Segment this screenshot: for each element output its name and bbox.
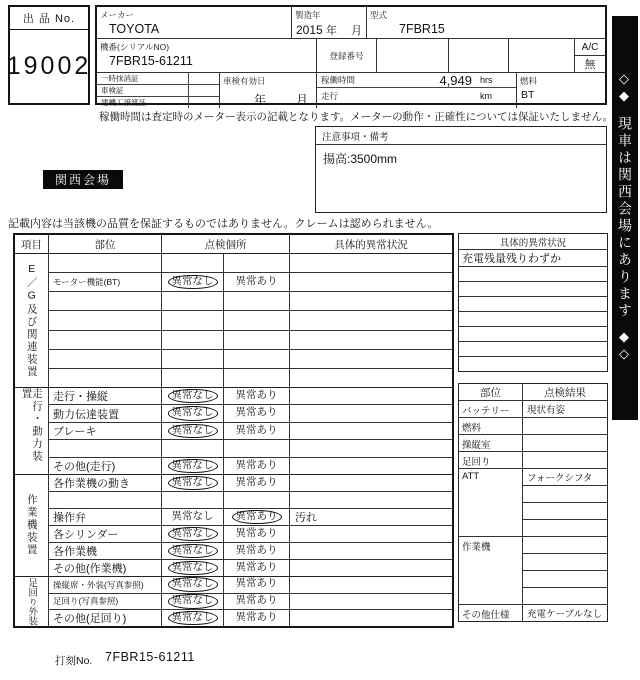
section-label: 足回り外装 [26,577,38,626]
header-part: 部位 [49,235,162,253]
shaken-label: 車検有効日 [223,76,266,86]
check-ok-cell [162,458,224,474]
detail-cell [290,594,452,610]
table-row [49,310,452,329]
section-label: E／G及び関連装置 [25,262,38,379]
check-ok-circled: 異常なし [168,459,218,474]
inspection-table-header [15,235,452,254]
detail-cell [290,254,452,272]
check-ng-circled: 異常あり [232,510,282,525]
check-ng-label: 異常あり [235,526,278,539]
inspection-table [13,233,454,628]
result-value-cell [523,587,607,604]
section-label: 作業機装置 [25,494,38,557]
table-row [49,330,452,349]
check-ok-circled: 異常なし [168,275,218,290]
detail-cell [290,610,452,626]
year-cell [292,7,367,38]
check-ok-cell [162,405,224,421]
detail-cell [290,475,452,491]
check-ok-circled: 異常なし [168,476,218,491]
check-ng-cell [224,594,290,610]
banner-text: 現車は関西会場にあります [617,116,633,320]
notes-line: 揚高:3500mm [323,152,398,166]
check-ng-cell [224,273,290,291]
check-ng-cell [224,423,290,439]
part-cell: 操作弁 [49,509,162,525]
check-ng-cell [224,254,290,272]
maker-label: メーカー [100,10,134,20]
check-ng-label: 異常あり [235,406,278,419]
table-row [49,457,452,474]
check-ng-cell [224,388,290,404]
detail-cell [290,273,452,291]
doc-value-2 [189,85,219,96]
abnormality-status-rows [459,250,607,371]
check-ng-label: 異常あり [235,388,278,401]
detail-cell [290,331,452,349]
section-label-cell [15,388,49,474]
check-ok-circled: 異常なし [168,561,218,576]
table-row [49,422,452,439]
registration-empty-cell-3 [509,39,575,72]
table-section [15,474,452,576]
check-ng-cell [224,292,290,310]
documents-subtable [97,73,220,108]
serial-cell [97,39,317,72]
result-value-cell: フォークシフタ [523,468,607,485]
fuel-label: 燃料 [520,76,538,86]
check-ok-circled: 異常なし [168,406,218,421]
part-cell: 各作業機 [49,543,162,559]
check-result-header [459,384,607,400]
result-part-label: 燃料 [459,417,523,434]
result-header-part: 部位 [459,384,523,400]
check-ok-cell [162,254,224,272]
detail-cell [290,388,452,404]
table-row [49,508,452,525]
check-ng-cell [224,475,290,491]
check-ng-cell [224,492,290,508]
detail-cell [290,311,452,329]
registration-cell [317,39,377,72]
ac-value: 無 [584,59,596,71]
check-ng-cell [224,405,290,421]
status-row: 充電残量残りわずか [462,253,561,265]
part-cell [49,369,162,387]
doc-value-3 [189,97,219,108]
registration-label: 登録番号 [329,50,364,61]
check-ok-cell [162,369,224,387]
serial-label: 機番(シリアルNO) [100,42,170,52]
part-cell: 走行・操縦 [49,388,162,404]
check-ng-cell [224,369,290,387]
year-label: 製造年 [295,10,321,20]
section-label-cell [15,577,49,626]
status-row [459,266,607,281]
result-value-cell [523,536,607,553]
result-value-cell [523,553,607,570]
venue-side-banner [612,16,638,420]
check-ok-cell [162,594,224,610]
status-row [459,311,607,326]
check-ok-cell [162,475,224,491]
doc-value-1 [189,73,219,84]
check-ng-cell [224,577,290,593]
result-value-cell [523,502,607,519]
abnormality-status-box [458,233,608,372]
check-ok-cell [162,331,224,349]
check-ng-cell [224,311,290,329]
part-cell: その他(足回り) [49,610,162,626]
check-ng-cell [224,440,290,456]
doc-label-1: 一時抹消証 [97,73,189,84]
table-row [49,291,452,310]
table-section [15,576,452,626]
table-row [49,609,452,626]
table-row [49,475,452,491]
result-value-cell: 充電ケーブルなし [523,604,607,621]
shaken-month-unit: 月 [295,93,308,107]
check-ok-cell [162,440,224,456]
table-row [49,525,452,542]
check-ok-cell [162,273,224,291]
model-label: 型式 [370,10,388,20]
check-ng-cell [224,610,290,626]
check-ng-label: 異常あり [235,560,278,573]
part-cell [49,350,162,368]
check-ok-circled: 異常なし [168,544,218,559]
inspection-table-body [15,254,452,626]
check-ng-label: 異常あり [235,593,278,606]
header-detail: 具体的異常状況 [334,238,408,251]
part-cell [49,492,162,508]
status-row [459,281,607,296]
detail-cell [290,560,452,576]
header-check: 点検個所 [162,235,290,253]
notes-title: 注意事項・備考 [316,127,606,145]
check-ok-circled: 異常なし [168,424,218,439]
check-ok-cell [162,526,224,542]
result-part-label: 作業機 [459,536,523,604]
table-row [49,404,452,421]
section-label: 走行・動力装置 [20,388,43,463]
table-row [49,593,452,610]
table-row [49,388,452,404]
stamp-number-label: 打刻No. [55,655,93,667]
table-row [49,349,452,368]
detail-cell [290,543,452,559]
machine-header-table [95,5,607,105]
model-value: 7FBR15 [399,22,445,36]
check-ng-label: 異常あり [235,610,278,623]
result-part-label: 操縦室 [459,434,523,451]
check-result-body [459,400,607,621]
table-row [49,542,452,559]
detail-cell [290,458,452,474]
check-ng-cell [224,331,290,349]
lot-number-value: 19002 [6,51,92,80]
notes-box [315,126,607,213]
check-ok-cell [162,350,224,368]
part-cell [49,440,162,456]
check-ng-label: 異常あり [235,458,278,471]
detail-cell [290,577,452,593]
check-ok-cell [162,543,224,559]
table-row [49,368,452,387]
table-row [49,559,452,576]
hours-value: 4,949 [439,72,472,88]
check-ng-cell [224,543,290,559]
part-cell: モーター機能(BT) [49,273,162,291]
check-ok-cell [162,388,224,404]
check-ok-circled: 異常なし [168,611,218,626]
check-ok-cell [162,311,224,329]
model-cell [367,7,605,38]
check-ok-circled: 異常なし [168,389,218,404]
fuel-value: BT [521,89,535,101]
banner-diamonds-bottom: ◆◇ [617,330,633,364]
venue-badge: 関西会場 [43,170,123,189]
check-ng-label: 異常あり [235,274,278,287]
part-cell: 動力伝達装置 [49,405,162,421]
check-ng-label: 異常あり [235,475,278,488]
status-row [459,326,607,341]
check-ok-circled: 異常なし [168,577,218,592]
ac-label: A/C [575,39,605,56]
result-part-label: バッテリー [459,400,523,417]
section-label-cell [15,254,49,387]
detail-cell [290,492,452,508]
part-cell: 操縦席・外装(写真参照) [49,577,162,593]
detail-cell: 汚れ [295,512,317,524]
check-ok-circled: 異常なし [168,527,218,542]
check-ng-cell [224,526,290,542]
check-ng-label: 異常あり [235,543,278,556]
part-cell: 足回り(写真参照) [49,594,162,610]
check-ng-label: 異常あり [235,423,278,436]
doc-label-2: 車検証 [97,85,189,96]
check-ok-cell [162,577,224,593]
stamp-number-value: 7FBR15-61211 [105,650,195,664]
result-value-cell [523,519,607,536]
serial-value: 7FBR15-61211 [109,54,193,68]
section-rows [49,254,452,387]
table-row [49,254,452,272]
table-row [49,491,452,508]
status-row [459,356,607,371]
status-row [459,341,607,356]
meter-disclaimer: 稼働時間は査定時のメーター表示の記載となります。メーターの動作・正確性については保証いたしません。 [99,111,614,123]
hours-label: 稼働時間 [321,75,356,85]
result-value-cell: 現状有姿 [523,400,607,417]
check-ok-cell [162,509,224,525]
result-header-result: 点検結果 [544,386,586,399]
shaken-year-unit: 年 [254,93,267,107]
table-row [49,577,452,593]
status-row [459,296,607,311]
section-rows [49,577,452,626]
table-section [15,387,452,474]
result-value-cell [523,485,607,502]
result-part-label: 足回り [459,451,523,468]
result-part-label: その他仕様 [459,604,523,621]
maker-value: TOYOTA [109,22,160,36]
header-item: 項目 [15,235,49,253]
check-ng-cell [224,560,290,576]
table-section [15,254,452,387]
detail-cell [290,292,452,310]
mileage-label: 走行 [321,90,339,101]
year-unit: 年 [326,25,338,37]
part-cell: その他(作業機) [49,560,162,576]
mileage-unit: km [480,90,492,101]
check-ok-circled: 異常なし [168,594,218,609]
maker-cell [97,7,292,38]
detail-cell [290,369,452,387]
check-ng-cell [224,350,290,368]
check-ok-label: 異常なし [171,509,214,522]
check-ok-cell [162,292,224,310]
result-value-cell [523,434,607,451]
lot-number-box [8,5,90,105]
check-ng-cell [224,458,290,474]
shaken-cell [220,73,317,108]
content-disclaimer: 記載内容は当該機の品質を保証するものではありません。クレームは認められません。 [8,218,439,230]
registration-empty-cell-1 [377,39,449,72]
part-cell: 各作業機の動き [49,475,162,491]
year-value: 2015 [296,23,323,37]
detail-cell [290,423,452,439]
part-cell: 各シリンダー [49,526,162,542]
result-value-cell [523,570,607,587]
check-ok-cell [162,560,224,576]
detail-cell [290,526,452,542]
hours-unit: hrs [480,75,493,85]
part-cell [49,311,162,329]
month-unit: 月 [351,25,362,37]
check-ng-label: 異常あり [235,577,278,590]
detail-cell [290,405,452,421]
part-cell: ブレーキ [49,423,162,439]
section-rows [49,475,452,576]
result-value-cell [523,417,607,434]
section-rows [49,388,452,474]
detail-cell [290,350,452,368]
hours-cell [317,73,517,108]
registration-empty-cell-2 [449,39,509,72]
result-value-cell [523,451,607,468]
part-cell: その他(走行) [49,458,162,474]
part-cell [49,292,162,310]
table-row [49,439,452,456]
abnormality-status-title: 具体的異常状況 [459,234,607,250]
result-part-label: ATT [459,468,523,536]
fuel-cell [517,73,605,108]
table-row [49,272,452,291]
check-ok-cell [162,610,224,626]
part-cell [49,331,162,349]
check-ng-cell [224,509,290,525]
section-label-cell [15,475,49,576]
banner-diamonds-top: ◇◆ [617,72,633,106]
lot-number-label: 出 品 No. [10,7,88,30]
check-result-table [458,383,608,622]
part-cell [49,254,162,272]
doc-label-3: 建機工譲渡証 [97,97,189,108]
ac-cell [575,39,605,72]
check-ok-cell [162,423,224,439]
check-ok-cell [162,492,224,508]
detail-cell [290,440,452,456]
